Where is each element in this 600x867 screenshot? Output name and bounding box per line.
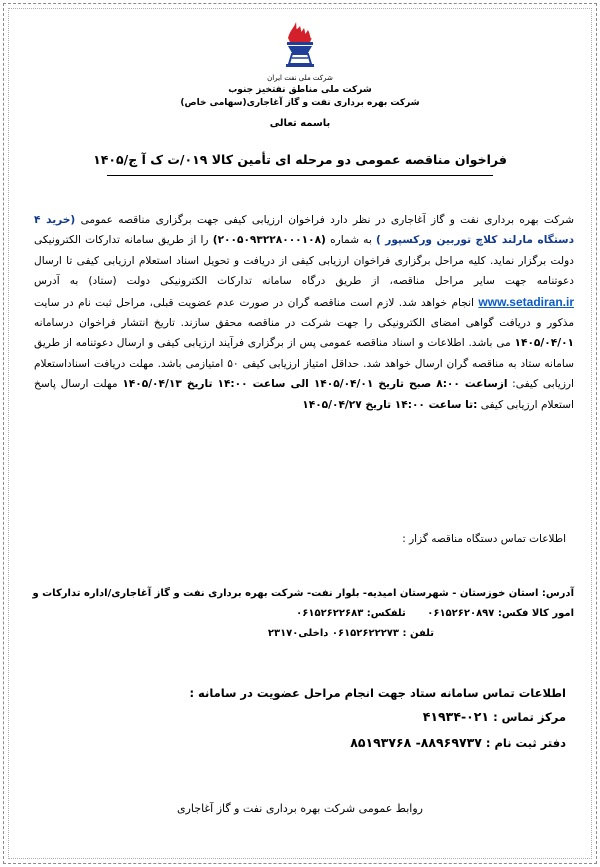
- document-deadline: ازساعت ۸:۰۰ صبح تاریخ ۱۴۰۵/۰۴/۰۱ الی ساعت ۱۴:۰۰ تاریخ ۱۴۰۵/۰۴/۱۳: [122, 378, 508, 391]
- address-line: آدرس: استان خوزستان - شهرستان امیدیه- بلوار نفت- شرکت بهره برداری نفت و گاز آغاجاری/اداره تدارکات و: [32, 588, 574, 599]
- document-page: [22, 14, 578, 859]
- contact-title: اطلاعات تماس دستگاه مناقصه گزار :: [402, 533, 566, 545]
- setad-contact: [26, 682, 566, 756]
- registration-label: دفتر ثبت نام :: [485, 736, 566, 750]
- body-p7: مهلت ارسال پاسخ استعلام ارزیابی کیفی: [34, 378, 574, 411]
- nisoc-name: شرکت ملی مناطق نفتخیز جنوب: [228, 85, 372, 95]
- nioc-logo-icon: [280, 20, 320, 70]
- body-p2a: به شماره: [330, 234, 372, 247]
- publish-date: ۱۴۰۵/۰۴/۰۱: [514, 337, 574, 350]
- body-p5: می باشد. اطلاعات و اسناد مناقصه عمومی پس از برگزاری فرآیند ارزیابی کیفی و ارسال دعوتنامه از طریق سامانه ستاد به مناقصه گران ارسال خواهد شد. حداقل امتیاز ارزیابی کیفی ۵۰ امتیازمی باشد. مهلت دریافت اسناداستعلام ارزیابی کیفی:: [34, 337, 574, 391]
- call-center-number: ۰۲۱-۴۱۹۳۴: [422, 709, 490, 724]
- address-block: [34, 584, 574, 644]
- goods-fax: امور کالا فکس: ۰۶۱۵۲۶۲۰۸۹۷: [427, 608, 574, 619]
- tender-subject: (خرید ۴ دستگاه مارلند کلاچ توربین ورکسپور ): [34, 214, 575, 247]
- tender-title: فراخوان مناقصه عمومی دو مرحله ای تأمین کالا ۰۱۹/ت ک آ ج/۱۴۰۵: [93, 152, 507, 167]
- registration-number: ۸۸۹۶۹۷۳۷- ۸۵۱۹۳۷۶۸: [350, 735, 482, 750]
- call-center-row: [26, 704, 566, 730]
- tender-body: [34, 210, 574, 415]
- fax-line: [34, 604, 574, 624]
- bismeh: باسمه تعالی: [269, 118, 331, 129]
- phone-line: تلفن : ۰۶۱۵۲۶۲۲۲۷۳ داخلی۲۳۱۷۰: [267, 628, 434, 639]
- body-p3: تدارکات الکترونیکی دولت برگزار نماید. کلیه مراحل برگزاری فراخوان ارزیابی کیفی از دریافت و تحویل اسناد استعلام ارزیابی کیفی تا ارسال دعوتنامه جهت سایر مراحل مناقصه، از طریق درگاه سامانه تدارکات الکترونیکی دولت (ستاد) به آدرس: [34, 234, 574, 288]
- call-center-label: مرکز تماس :: [493, 710, 566, 724]
- title-underline: [107, 175, 493, 176]
- company-name: شرکت بهره برداری نفت و گاز آغاجاری(سهامی خاص): [180, 98, 420, 108]
- registration-row: [26, 730, 566, 756]
- body-p2b: را از طریق سامانه: [124, 234, 209, 247]
- public-relations-signature: روابط عمومی شرکت بهره برداری نفت و گاز آغاجاری: [177, 802, 423, 815]
- setad-link[interactable]: www.setadiran.ir: [478, 294, 574, 309]
- response-deadline: :تا ساعت ۱۴:۰۰ تاریخ ۱۴۰۵/۰۴/۲۷: [302, 398, 478, 411]
- body-p4: انجام خواهد شد. لازم است مناقصه گران در صورت عدم عضویت قبلی، مراحل ثبت نام در سایت مذکور و دریافت گواهی امضای الکترونیکی را جهت شرکت در مناقصه محقق سازند. تاریخ انتشار فراخوان درسامانه: [34, 296, 574, 330]
- setad-title: اطلاعات تماس سامانه ستاد جهت انجام مراحل عضویت در سامانه :: [189, 686, 566, 700]
- telefax: تلفکس: ۰۶۱۵۲۶۲۲۶۸۳: [296, 608, 406, 619]
- body-p1: شرکت بهره برداری نفت و گاز آغاجاری در نظر دارد فراخوان ارزیابی کیفی جهت برگزاری مناقصه عمومی: [80, 214, 575, 226]
- tender-number: (۲۰۰۵۰۹۳۲۲۸۰۰۰۱۰۸): [212, 234, 326, 247]
- nioc-name: شرکت ملی نفت ایران: [267, 74, 333, 82]
